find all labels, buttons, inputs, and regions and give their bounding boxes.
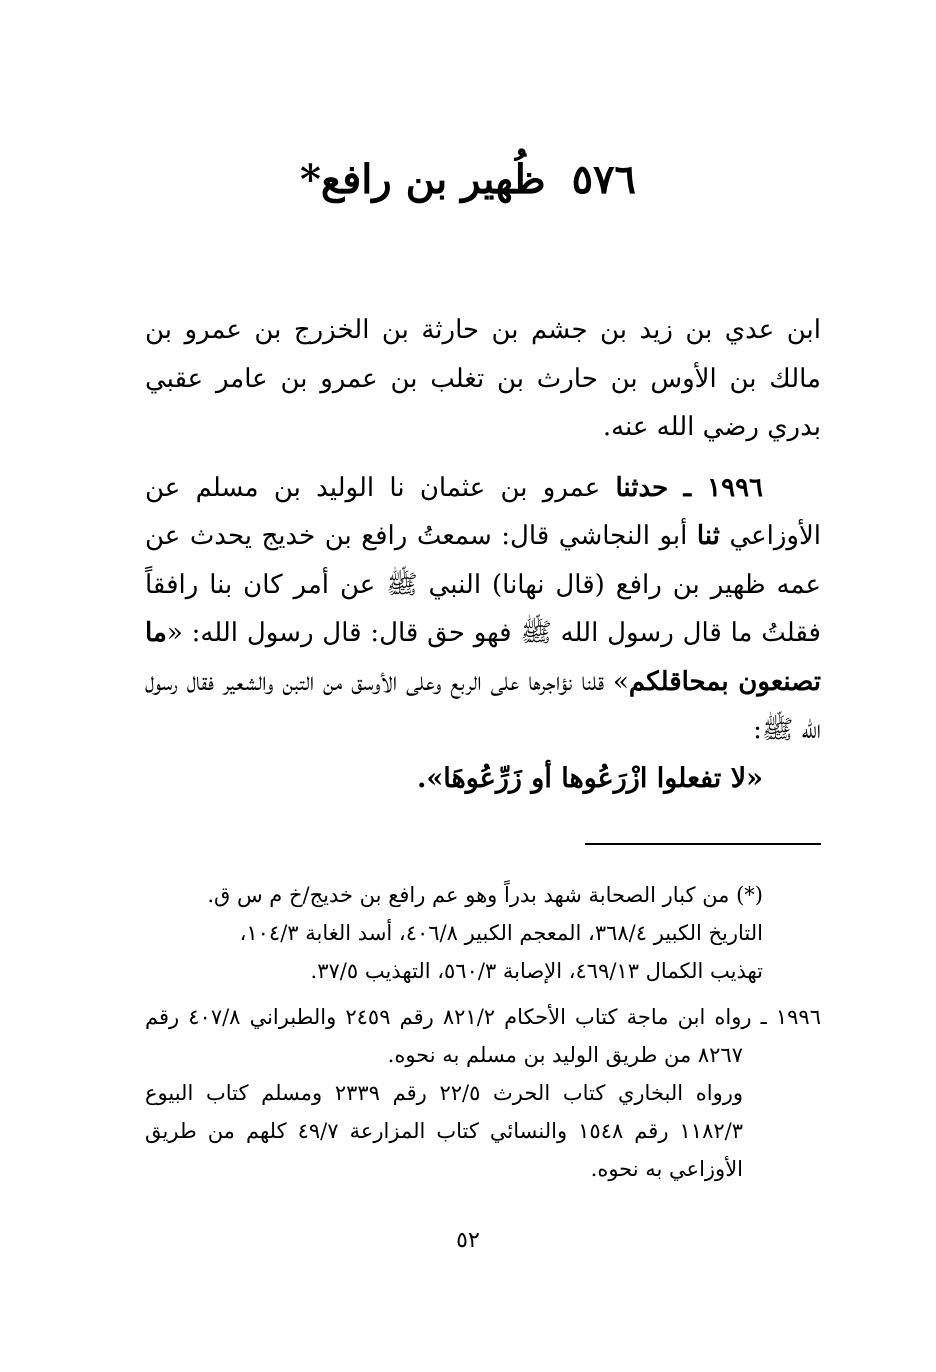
star-references-2: تهذيب الكمال ٤٦٩/١٣، الإصابة ٥٦٠/٣، التهذيب ٣٧/٥. — [310, 959, 763, 983]
quoted-question: ما تصنعون بمحاقلكم — [145, 618, 821, 697]
hadith-paragraph — [145, 464, 821, 755]
isnad-part-1: عمرو بن عثمان نا الوليد بن مسلم عن الأوزاعي — [145, 472, 822, 551]
page-number: ٥٢ — [456, 1228, 480, 1253]
hadith-number: ١٩٩٦ ـ — [683, 472, 764, 503]
hadith-footnote-2: ورواه البخاري كتاب الحرث ٢٢/٥ رقم ٢٣٣٩ ومسلم كتاب البيوع ١١٨٢/٣ رقم ١٥٤٨ والنسائي كتاب المزارعة ٤٩/٧ كلهم من طريق الأوزاعي به نحوه. — [145, 1081, 744, 1181]
main-text — [145, 306, 821, 803]
entry-number: ٥٧٦ — [571, 156, 637, 203]
isnad-part-2: أبو النجاشي قال: سمعتُ رافع بن خديج يحدث عن عمه ظهير بن رافع (قال نهانا) النبي ﷺ عن أمر كان بنا رافقاً فقلتُ ما قال رسول الله ﷺ فهو حق قال: قال رسول الله: « — [145, 521, 821, 648]
star-footnote: (*) من كبار الصحابة شهد بدراً وهو عم رافع بن خديج/خ م س ق. — [207, 883, 763, 907]
star-references-1: التاريخ الكبير ٣٦٨/٤، المعجم الكبير ٤٠٦/٨، أسد الغابة ١٠٤/٣، — [239, 921, 763, 945]
biography-paragraph: ابن عدي بن زيد بن جشم بن حارثة بن الخزرج بن عمرو بن مالك بن الأوس بن حارث بن تغلب بن عمرو بن عامر عقبي بدري رضي الله عنه. — [145, 315, 821, 442]
hadith-footnote-1: ١٩٩٦ ـ رواه ابن ماجة كتاب الأحكام ٨٢١/٢ رقم ٢٤٥٩ والطبراني ٤٠٧/٨ رقم ٨٢٦٧ من طريق الوليد بن مسلم به نحوه. — [145, 1005, 821, 1067]
footnotes — [145, 876, 821, 1188]
entry-name: ظُهير بن رافع* — [299, 156, 546, 203]
matn-part-3: » قلنا نؤاجرها على الربع وعلى الأوسق من التبن والشعير فقال رسول الله ﷺ: — [145, 666, 821, 745]
prophetic-saying: «لا تفعلوا ازْرَعُوها أو زَرِّعُوهَا». — [417, 762, 763, 794]
footnote-divider — [585, 843, 821, 845]
thana-word: ثنا — [696, 521, 720, 551]
entry-title — [0, 150, 936, 210]
haddathana-word: حدثنا — [615, 472, 669, 503]
